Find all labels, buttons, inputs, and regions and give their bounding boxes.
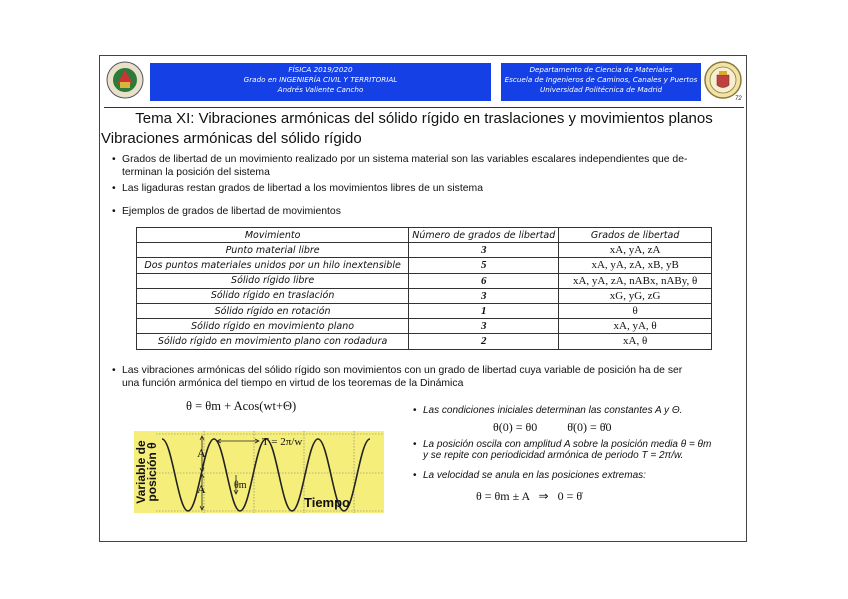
author-line: Andrés Valiente Cancho [277,85,364,94]
table-header: Grados de libertad [559,228,712,243]
harmonic-formula: θ = θm + Acos(wt+Θ) [186,399,297,413]
condition-oscillation [413,439,712,461]
bullet-constraints [112,183,483,196]
count-cell: 3 [409,319,559,334]
movement-cell: Sólido rígido en movimiento plano con rodadura [137,334,409,349]
movement-cell: Sólido rígido en rotación [137,303,409,318]
bullet-text: Las vibraciones armónicas del sólido rígido son movimientos con un grado de libertad cuya variable de posición ha de ser [122,365,683,376]
header-department-banner [501,63,701,101]
diagram-ylabel: posición θ [145,442,159,502]
dof-cell: θ [559,303,712,318]
bullet-harmonic [112,365,742,390]
table-row [137,334,712,349]
table-row [137,243,712,258]
condition-velocity [413,470,646,481]
dof-cell: xA, θ [559,334,712,349]
count-cell: 3 [409,288,559,303]
degree-line: Grado en INGENIERÍA CIVIL Y TERRITORIAL [243,75,398,84]
extremes-formula: θ = θm ± A ⇒ 0 = θ̇ [476,489,583,503]
count-cell: 3 [409,243,559,258]
header-course-banner [150,63,491,101]
period-label: T = 2π/w [262,436,303,448]
dof-cell: xA, yA, θ [559,319,712,334]
university-seal-icon [703,60,743,100]
slide-title: Tema XI: Vibraciones armónicas del sólido rígido en traslaciones y movimientos planos [135,110,713,127]
page-number: 72 [735,96,742,102]
bullet-text: terminan la posición del sistema [122,166,270,178]
bullet-examples [112,206,341,219]
degrees-of-freedom-table [136,227,712,350]
diagram-xlabel: Tiempo [304,495,350,510]
count-cell: 2 [409,334,559,349]
count-cell: 5 [409,258,559,273]
table-row [137,258,712,273]
bullet-dot: • [112,206,116,217]
section-subtitle: Vibraciones armónicas del sólido rígido [101,130,362,147]
movement-cell: Punto material libre [137,243,409,258]
bullet-dot: • [112,154,116,165]
condition-text: y se repite con periodicidad armónica de periodo T = 2π/w. [423,450,684,461]
bullet-text: Grados de libertad de un movimiento realizado por un sistema material son las variables escalares independientes que de- [122,154,688,165]
amplitude-label: A [197,482,206,496]
diagram-ylabel: Variable de [134,440,148,504]
table-row [137,273,712,288]
table-header-row [137,228,712,243]
dof-cell: xA, yA, zA [559,243,712,258]
table-row [137,319,712,334]
bullet-text: una función armónica del tiempo en virtud de los teoremas de la Dinámica [122,377,464,389]
condition-text: La velocidad se anula en las posiciones extremas: [423,470,646,481]
mean-label: θm [234,480,247,491]
bullet-dot: • [413,439,417,450]
bullet-definition [112,154,742,179]
department-line: Departamento de Ciencia de Materiales [529,65,673,74]
bullet-dot: • [413,470,417,481]
bullet-dot: • [413,405,417,416]
condition-text: Las condiciones iniciales determinan las constantes A y Θ. [423,405,683,416]
table-header: Movimiento [137,228,409,243]
table-row [137,303,712,318]
dof-cell: xG, yG, zG [559,288,712,303]
movement-cell: Dos puntos materiales unidos por un hilo inextensible [137,258,409,273]
bullet-dot: • [112,183,116,194]
table-header: Número de grados de libertad [409,228,559,243]
university-line: Universidad Politécnica de Madrid [539,85,663,94]
condition-initial [413,405,683,416]
header-rule [104,107,744,108]
school-line: Escuela de Ingenieros de Caminos, Canales y Puertos [504,75,698,84]
movement-cell: Sólido rígido en traslación [137,288,409,303]
bullet-text: Las ligaduras restan grados de libertad a los movimientos libres de un sistema [122,183,483,194]
oscillation-diagram [134,431,384,513]
amplitude-label: A [197,446,206,460]
dof-cell: xA, yA, zA, xB, yB [559,258,712,273]
dof-cell: xA, yA, zA, nABx, nABy, θ [559,273,712,288]
movement-cell: Sólido rígido en movimiento plano [137,319,409,334]
initial-conditions-formula: θ(0) = θ0 θ̇(0) = θ̇0 [493,420,612,434]
count-cell: 6 [409,273,559,288]
course-line: FÍSICA 2019/2020 [288,65,353,74]
bullet-text: Ejemplos de grados de libertad de movimientos [122,206,341,217]
count-cell: 1 [409,303,559,318]
condition-text: La posición oscila con amplitud A sobre la posición media θ = θm [423,439,712,450]
school-seal-icon [105,60,145,100]
movement-cell: Sólido rígido libre [137,273,409,288]
table-row [137,288,712,303]
bullet-dot: • [112,365,116,376]
